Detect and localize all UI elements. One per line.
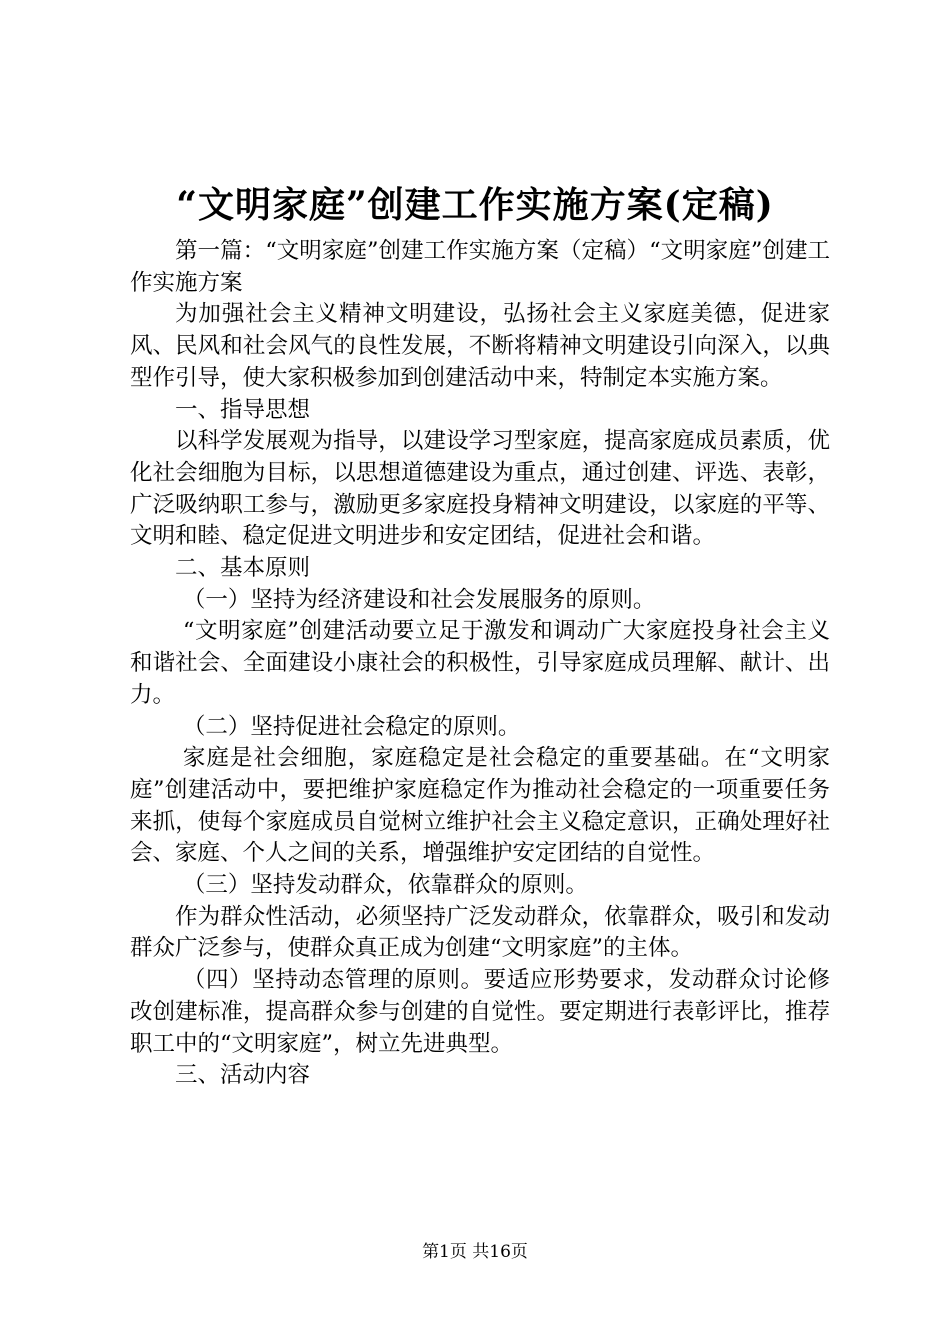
paragraph-intro: 第一篇：“文明家庭”创建工作实施方案（定稿）“文明家庭”创建工作实施方案 <box>130 238 830 296</box>
document-body <box>130 236 830 1092</box>
section-heading-activity-content: 三、活动内容 <box>175 1062 311 1089</box>
section-heading-guiding-ideology: 一、指导思想 <box>175 396 311 423</box>
page-number-footer: 第1页 共16页 <box>422 1242 528 1262</box>
paragraph-principle-2: 家庭是社会细胞，家庭稳定是社会稳定的重要基础。在“文明家庭”创建活动中，要把维护家庭稳定作为推动社会稳定的一项重要任务来抓，使每个家庭成员自觉树立维护社会主义稳定意识，正确处理好社会、家庭、个人之间的关系，增强维护安定团结的自觉性。 <box>130 745 830 867</box>
page-title: “文明家庭”创建工作实施方案(定稿) <box>176 184 774 226</box>
paragraph-principle-1: “文明家庭”创建活动要立足于激发和调动广大家庭投身社会主义和谐社会、全面建设小康社会的积极性，引导家庭成员理解、献计、出力。 <box>130 618 830 708</box>
subheading-principle-1: （一）坚持为经济建设和社会发展服务的原则。 <box>182 586 656 613</box>
paragraph-principle-4: （四）坚持动态管理的原则。要适应形势要求，发动群众讨论修改创建标准，提高群众参与创建的自觉性。要定期进行表彰评比，推荐职工中的“文明家庭”，树立先进典型。 <box>130 967 830 1057</box>
paragraph-purpose: 为加强社会主义精神文明建设，弘扬社会主义家庭美德，促进家风、民风和社会风气的良性发展，不断将精神文明建设引向深入，以典型作引导，使大家积极参加到创建活动中来，特制定本实施方案。 <box>130 301 830 391</box>
paragraph-principle-3: 作为群众性活动，必须坚持广泛发动群众，依靠群众，吸引和发动群众广泛参与，使群众真正成为创建“文明家庭”的主体。 <box>130 903 830 962</box>
section-heading-basic-principles: 二、基本原则 <box>175 555 311 582</box>
paragraph-guiding-ideology: 以科学发展观为指导，以建设学习型家庭，提高家庭成员素质，优化社会细胞为目标，以思想道德建设为重点，通过创建、评选、表彰，广泛吸纳职工参与，激励更多家庭投身精神文明建设，以家庭的平等、文明和睦、稳定促进文明进步和安定团结，促进社会和谐。 <box>130 428 830 550</box>
subheading-principle-3: （三）坚持发动群众，依靠群众的原则。 <box>182 872 588 899</box>
subheading-principle-2: （二）坚持促进社会稳定的原则。 <box>182 713 521 740</box>
